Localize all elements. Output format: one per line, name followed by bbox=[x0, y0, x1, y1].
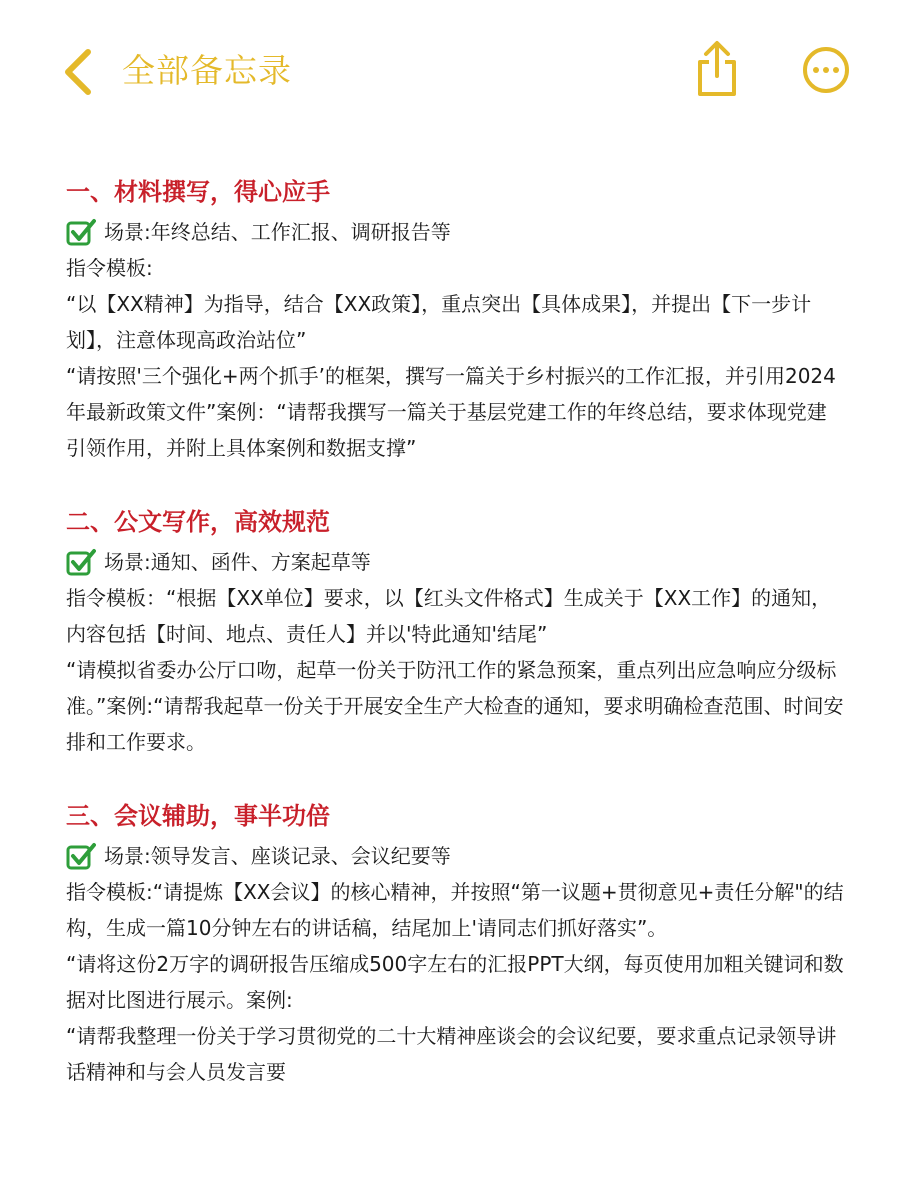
green-checkbox-icon bbox=[66, 548, 96, 576]
chevron-left-icon[interactable] bbox=[56, 46, 100, 98]
share-icon[interactable] bbox=[694, 40, 740, 98]
scene-line bbox=[66, 214, 846, 250]
scene-text: 场景:领导发言、座谈记录、会议纪要等 bbox=[104, 844, 451, 868]
green-checkbox-icon bbox=[66, 218, 96, 246]
scene-text: 场景:通知、函件、方案起草等 bbox=[104, 550, 371, 574]
text-line: “请帮我整理一份关于学习贯彻党的二十大精神座谈会的会议纪要，要求重点记录领导讲话精神和与会人员发言要 bbox=[66, 1024, 837, 1084]
section-heading: 二、公文写作，高效规范 bbox=[66, 508, 330, 536]
section-heading: 三、会议辅助，事半功倍 bbox=[66, 802, 330, 830]
text-line: “请模拟省委办公厅口吻，起草一份关于防汛工作的紧急预案，重点列出应急响应分级标准。”案例:“请帮我起草一份关于开展安全生产大检查的通知，要求明确检查范围、时间安排和工作要求。 bbox=[66, 658, 844, 754]
text-line: 指令模板：“根据【XX单位】要求，以【红头文件格式】生成关于【XX工作】的通知，内容包括【时间、地点、责任人】并以'特此通知'结尾” bbox=[66, 586, 832, 646]
scene-text: 场景:年终总结、工作汇报、调研报告等 bbox=[104, 220, 451, 244]
green-checkbox-icon bbox=[66, 842, 96, 870]
text-line: “以【XX精神】为指导，结合【XX政策】，重点突出【具体成果】，并提出【下一步计划】，注意体现高政治站位” bbox=[66, 292, 812, 352]
navigation-bar bbox=[0, 0, 900, 140]
text-line: “请按照'三个强化+两个抓手’的框架，撰写一篇关于乡村振兴的工作汇报，并引用2024年最新政策文件”案例：“请帮我撰写一篇关于基层党建工作的年终总结，要求体现党建引领作用，并附上具体案例和数据支撑” bbox=[66, 364, 836, 460]
section-material-writing bbox=[66, 172, 846, 466]
notes-folder-title[interactable]: 全部备忘录 bbox=[122, 51, 292, 90]
scene-line bbox=[66, 544, 846, 580]
text-line: 指令模板:“请提炼【XX会议】的核心精神，并按照“第一议题+贯彻意见+责任分解"的结构，生成一篇10分钟左右的讲话稿，结尾加上'请同志们抓好落实”。 bbox=[66, 880, 844, 940]
text-line: “请将这份2万字的调研报告压缩成500字左右的汇报PPT大纲，每页使用加粗关键词和数据对比图进行展示。案例: bbox=[66, 952, 844, 1012]
section-official-writing bbox=[66, 502, 846, 760]
note-body[interactable] bbox=[66, 172, 846, 1126]
scene-line bbox=[66, 838, 846, 874]
section-meeting-assist bbox=[66, 796, 846, 1090]
text-line: 指令模板: bbox=[66, 256, 153, 280]
more-circle-icon[interactable] bbox=[802, 46, 850, 94]
section-heading: 一、材料撰写，得心应手 bbox=[66, 178, 330, 206]
